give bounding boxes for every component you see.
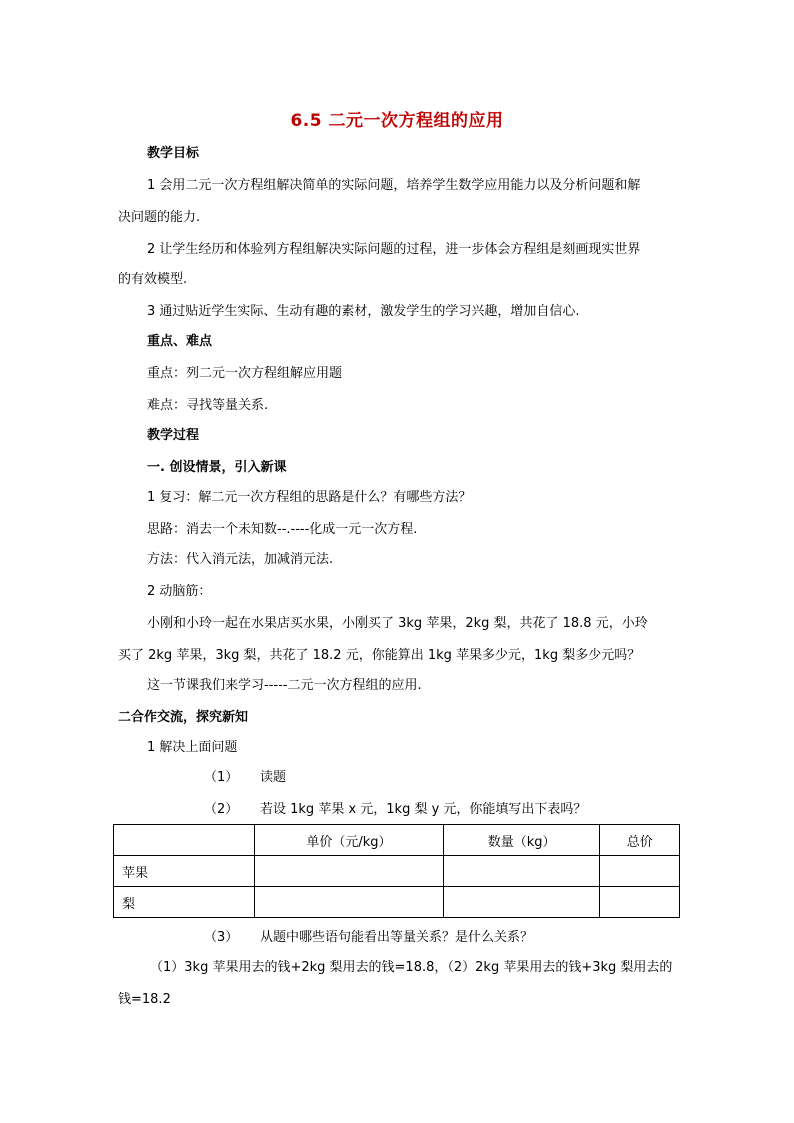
- difficulty: 难点：寻找等量关系.: [147, 398, 269, 413]
- table-header-cell: 总价: [600, 825, 680, 856]
- goals-heading: 教学目标: [147, 146, 200, 161]
- goal-2-line-2: 的有效模型.: [118, 272, 188, 287]
- solve-label: 1 解决上面问题: [147, 740, 238, 755]
- table-cell: [600, 887, 680, 918]
- problem-line-1: 小刚和小玲一起在水果店买水果，小刚买了 3kg 苹果，2kg 梨，共花了 18.8 元，小玲: [147, 616, 648, 631]
- problem-line-2: 买了 2kg 苹果，3kg 梨，共花了 18.2 元，你能算出 1kg 苹果多少元，1kg 梨多少元吗？: [118, 648, 641, 663]
- keypoint: 重点：列二元一次方程组解应用题: [147, 366, 343, 381]
- table-header-cell: 单价（元/kg）: [255, 825, 444, 856]
- goal-1-line-2: 决问题的能力.: [118, 210, 201, 225]
- table-cell: [255, 887, 444, 918]
- table-header-cell: [114, 825, 255, 856]
- table-cell: [600, 856, 680, 887]
- keypoints-heading: 重点、难点: [147, 334, 213, 349]
- part-2-heading: 二合作交流，探究新知: [118, 710, 249, 725]
- table-cell: [443, 856, 600, 887]
- page-title: 6.5 二元一次方程组的应用: [290, 111, 504, 131]
- price-table: [113, 824, 680, 918]
- step-1-number: （1）: [204, 770, 239, 785]
- step-3-text: 从题中哪些语句能看出等量关系？是什么关系？: [260, 930, 534, 945]
- step-2-number: （2）: [204, 802, 239, 817]
- lesson-intro: 这一节课我们来学习-----二元一次方程组的应用.: [147, 678, 422, 693]
- table-cell: 梨: [114, 887, 255, 918]
- relation-line-1: （1）3kg 苹果用去的钱+2kg 梨用去的钱=18.8，（2）2kg 苹果用去的钱+3kg 梨用去的: [150, 960, 673, 975]
- review-question: 1 复习：解二元一次方程组的思路是什么？有哪些方法？: [147, 490, 472, 505]
- goal-3: 3 通过贴近学生实际、生动有趣的素材，激发学生的学习兴趣，增加自信心.: [147, 304, 580, 319]
- part-1-heading: 一. 创设情景，引入新课: [147, 460, 287, 475]
- relation-line-2: 钱=18.2: [118, 992, 171, 1007]
- step-2-text: 若设 1kg 苹果 x 元，1kg 梨 y 元，你能填写出下表吗？: [260, 802, 587, 817]
- goal-2-line-1: 2 让学生经历和体验列方程组解决实际问题的过程，进一步体会方程组是刻画现实世界: [147, 242, 641, 257]
- method-line: 方法：代入消元法，加减消元法.: [147, 552, 334, 567]
- table-row: [114, 887, 680, 918]
- table-cell: 苹果: [114, 856, 255, 887]
- table-cell: [255, 856, 444, 887]
- goal-1-line-1: 1 会用二元一次方程组解决简单的实际问题，培养学生数学应用能力以及分析问题和解: [147, 178, 641, 193]
- step-1-text: 读题: [260, 770, 287, 785]
- process-heading: 教学过程: [147, 428, 200, 443]
- idea-line: 思路：消去一个未知数--.----化成一元一次方程.: [147, 522, 418, 537]
- brain-teaser-label: 2 动脑筋：: [147, 584, 212, 599]
- table-header-row: [114, 825, 680, 856]
- table-cell: [443, 887, 600, 918]
- step-3-number: （3）: [204, 930, 239, 945]
- table-row: [114, 856, 680, 887]
- table-header-cell: 数量（kg）: [443, 825, 600, 856]
